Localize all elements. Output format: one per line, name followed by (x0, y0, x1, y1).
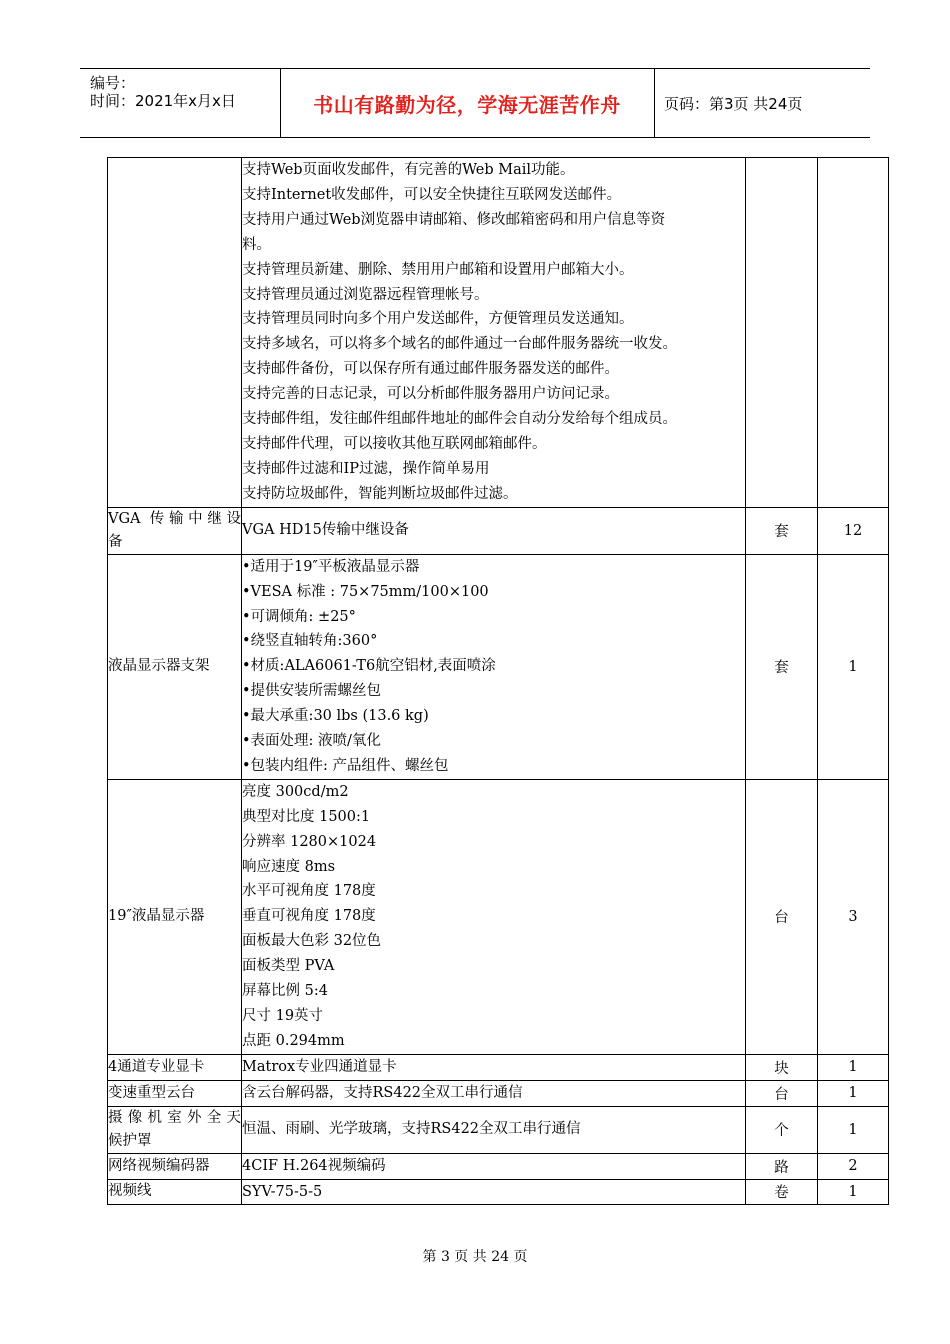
item-name-line: VGA 传输中继设 (108, 510, 241, 527)
item-name-cell (108, 1153, 242, 1179)
table-row (108, 1106, 889, 1153)
spec-line: 支持邮件代理，可以接收其他互联网邮箱邮件。 (242, 435, 547, 452)
item-unit-cell: 块 (746, 1054, 818, 1080)
item-unit-cell: 台 (746, 779, 818, 1054)
item-unit-cell: 路 (746, 1153, 818, 1179)
page-footer: 第 3 页 共 24 页 (422, 1249, 528, 1265)
item-unit-cell: 卷 (746, 1179, 818, 1205)
item-name-cell (108, 1106, 242, 1153)
item-quantity-cell: 2 (818, 1153, 889, 1179)
page-header (80, 68, 870, 138)
header-meta (80, 69, 281, 137)
spec-table-body (108, 158, 889, 1205)
item-unit-cell: 台 (746, 1080, 818, 1106)
spec-line: 料。 (242, 236, 271, 253)
spec-line: 支持用户通过Web浏览器申请邮箱、修改邮箱密码和用户信息等资 (242, 211, 666, 228)
item-name-cell (108, 554, 242, 779)
spec-line: 支持管理员同时向多个用户发送邮件，方便管理员发送通知。 (242, 311, 634, 328)
table-row (108, 507, 889, 554)
spec-line: 点距 0.294mm (242, 1032, 345, 1049)
spec-line: SYV-75-5-5 (242, 1183, 323, 1200)
table-row (108, 554, 889, 779)
spec-line: 垂直可视角度 178度 (242, 908, 376, 925)
header-page-label: 页码：第3页 共24页 (664, 94, 803, 113)
item-spec-cell (242, 1054, 746, 1080)
spec-line: 含云台解码器，支持RS422全双工串行通信 (242, 1084, 523, 1101)
spec-line: 支持Internet收发邮件，可以安全快捷往互联网发送邮件。 (242, 186, 622, 203)
spec-line: 恒温、雨刷、光学玻璃，支持RS422全双工串行通信 (242, 1121, 581, 1138)
document-number-label: 编号： (90, 74, 136, 92)
item-spec-cell (242, 1080, 746, 1106)
table-row (108, 1179, 889, 1205)
spec-line: 响应速度 8ms (242, 858, 336, 875)
item-name: 视频线 (108, 1183, 152, 1200)
spec-line: 面板类型 PVA (242, 958, 335, 975)
item-name-cell (108, 1080, 242, 1106)
spec-line: •VESA 标准 : 75×75mm/100×100 (242, 583, 489, 600)
item-quantity-cell: 1 (818, 554, 889, 779)
item-name-cell (108, 1054, 242, 1080)
spec-line: VGA HD15传输中继设备 (242, 522, 409, 539)
spec-line: •可调倾角: ±25° (242, 608, 356, 625)
spec-line: 支持管理员通过浏览器远程管理帐号。 (242, 286, 489, 303)
spec-line: 面板最大色彩 32位色 (242, 933, 382, 950)
spec-line: 支持多域名，可以将多个域名的邮件通过一台邮件服务器统一收发。 (242, 336, 677, 353)
item-name-line: 摄像机室外全天 (108, 1109, 241, 1126)
item-name: 19″液晶显示器 (108, 908, 205, 925)
table-row (108, 1054, 889, 1080)
spec-line: 支持管理员新建、删除、禁用用户邮箱和设置用户邮箱大小。 (242, 261, 634, 278)
item-spec-cell (242, 158, 746, 508)
spec-line: 尺寸 19英寸 (242, 1008, 324, 1024)
item-name: 4通道专业显卡 (108, 1058, 205, 1075)
spec-line: 支持邮件过滤和IP过滤，操作简单易用 (242, 460, 490, 477)
item-unit-cell: 套 (746, 554, 818, 779)
spec-line: 4CIF H.264视频编码 (242, 1157, 386, 1174)
spec-line: 屏幕比例 5:4 (242, 983, 328, 1000)
item-quantity-cell: 1 (818, 1179, 889, 1205)
header-motto: 书山有路勤为径，学海无涯苦作舟 (313, 92, 621, 117)
item-spec-cell (242, 779, 746, 1054)
spec-line: •提供安装所需螺丝包 (242, 683, 382, 700)
item-quantity-cell: 1 (818, 1080, 889, 1106)
spec-line: 支持邮件备份，可以保存所有通过邮件服务器发送的邮件。 (242, 361, 619, 378)
spec-line: •绕竖直轴转角:360° (242, 633, 378, 650)
table-row (108, 158, 889, 508)
item-name-cell (108, 1179, 242, 1205)
table-row (108, 1153, 889, 1179)
item-quantity-cell: 1 (818, 1054, 889, 1080)
spec-line: Matrox专业四通道显卡 (242, 1058, 397, 1075)
header-motto-cell (280, 69, 655, 137)
spec-line: 亮度 300cd/m2 (242, 783, 349, 800)
item-name-cell (108, 779, 242, 1054)
spec-line: 分辨率 1280×1024 (242, 833, 377, 850)
spec-line: 支持防垃圾邮件，智能判断垃圾邮件过滤。 (242, 485, 518, 502)
item-spec-cell (242, 554, 746, 779)
item-name-line: 候护罩 (108, 1132, 152, 1149)
item-name-line: 备 (108, 533, 123, 550)
item-unit-cell: 个 (746, 1106, 818, 1153)
spec-line: •包装内组件: 产品组件、螺丝包 (242, 757, 449, 774)
item-name: 变速重型云台 (108, 1084, 195, 1101)
item-name: 网络视频编码器 (108, 1157, 210, 1174)
item-spec-cell (242, 1153, 746, 1179)
spec-line: 支持完善的日志记录，可以分析邮件服务器用户访问记录。 (242, 386, 619, 403)
spec-line: 水平可视角度 178度 (242, 883, 376, 900)
item-quantity-cell (818, 158, 889, 508)
item-name-cell (108, 507, 242, 554)
item-quantity-cell: 12 (818, 507, 889, 554)
spec-line: 支持邮件组，发往邮件组邮件地址的邮件会自动分发给每个组成员。 (242, 411, 677, 428)
item-spec-cell (242, 507, 746, 554)
item-name-cell (108, 158, 242, 508)
spec-line: •最大承重:30 lbs (13.6 kg) (242, 708, 429, 725)
item-name: 液晶显示器支架 (108, 658, 210, 675)
spec-line: •材质:ALA6061-T6航空铝材,表面喷涂 (242, 658, 496, 675)
item-quantity-cell: 3 (818, 779, 889, 1054)
table-row (108, 779, 889, 1054)
equipment-spec-table (107, 157, 889, 1205)
spec-line: 支持Web页面收发邮件，有完善的Web Mail功能。 (242, 162, 575, 178)
item-quantity-cell: 1 (818, 1106, 889, 1153)
item-spec-cell (242, 1179, 746, 1205)
spec-line: •表面处理: 液喷/氧化 (242, 733, 381, 750)
table-row (108, 1080, 889, 1106)
spec-line: 典型对比度 1500:1 (242, 808, 371, 825)
header-page-cell (654, 69, 870, 137)
item-unit-cell (746, 158, 818, 508)
item-unit-cell: 套 (746, 507, 818, 554)
item-spec-cell (242, 1106, 746, 1153)
document-time-label: 时间：2021年x月x日 (90, 92, 236, 110)
spec-line: •适用于19″平板液晶显示器 (242, 558, 420, 575)
